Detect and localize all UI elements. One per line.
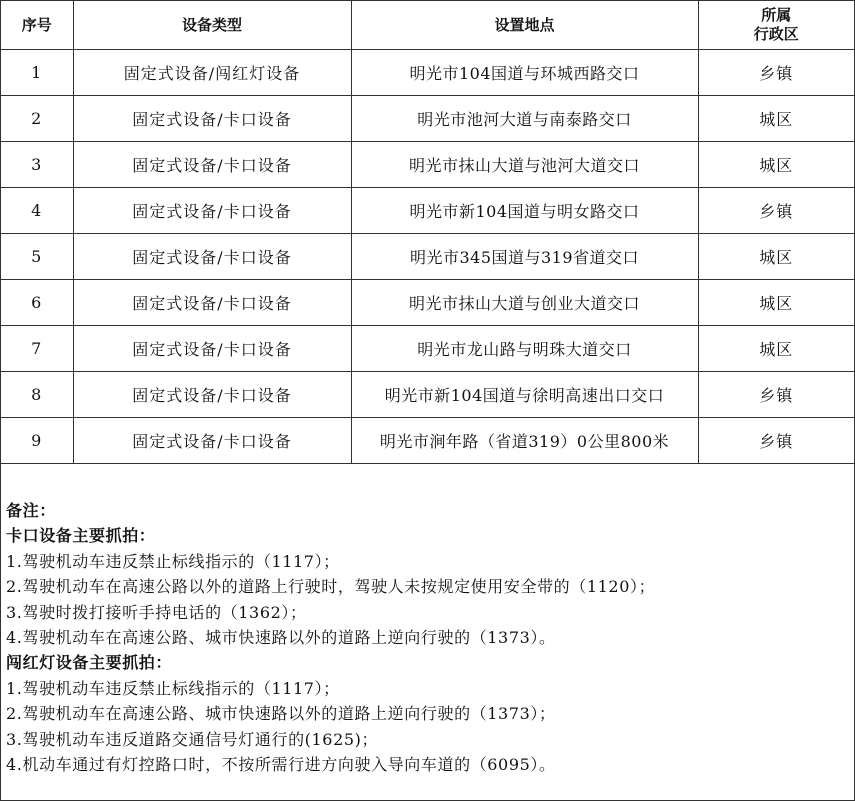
cell-district: 乡镇 xyxy=(698,372,854,418)
redlight-item: 1.驾驶机动车违反禁止标线指示的（1117）； xyxy=(6,678,340,698)
cell-district: 乡镇 xyxy=(698,418,854,464)
cell-index: 9 xyxy=(1,418,73,464)
cell-location: 明光市新104国道与徐明高速出口交口 xyxy=(351,372,698,418)
table-row xyxy=(1,280,854,326)
cell-index: 4 xyxy=(1,188,73,234)
cell-device-type: 固定式设备/卡口设备 xyxy=(73,96,351,142)
header-location: 设置地点 xyxy=(351,1,698,50)
cell-location: 明光市龙山路与明珠大道交口 xyxy=(351,326,698,372)
checkpoint-item: 4.驾驶机动车在高速公路、城市快速路以外的道路上逆向行驶的（1373）。 xyxy=(6,628,556,648)
checkpoint-item: 3.驾驶时拨打接听手持电话的（1362）； xyxy=(6,602,307,622)
table-header-row xyxy=(1,1,854,50)
cell-index: 5 xyxy=(1,234,73,280)
table-row xyxy=(1,234,854,280)
table-row xyxy=(1,326,854,372)
header-index: 序号 xyxy=(1,1,73,50)
cell-index: 6 xyxy=(1,280,73,326)
cell-index: 1 xyxy=(1,50,73,96)
cell-device-type: 固定式设备/卡口设备 xyxy=(73,142,351,188)
cell-location: 明光市345国道与319省道交口 xyxy=(351,234,698,280)
header-district-line1: 所属 xyxy=(761,6,792,24)
header-district-line2: 行政区 xyxy=(753,25,799,43)
cell-index: 2 xyxy=(1,96,73,142)
cell-location: 明光市抹山大道与创业大道交口 xyxy=(351,280,698,326)
checkpoint-item: 1.驾驶机动车违反禁止标线指示的（1117）； xyxy=(6,551,340,571)
cell-index: 7 xyxy=(1,326,73,372)
cell-district: 城区 xyxy=(698,96,854,142)
cell-location: 明光市新104国道与明女路交口 xyxy=(351,188,698,234)
table-row xyxy=(1,50,854,96)
cell-device-type: 固定式设备/卡口设备 xyxy=(73,280,351,326)
cell-district: 城区 xyxy=(698,280,854,326)
table-row xyxy=(1,188,854,234)
cell-device-type: 固定式设备/卡口设备 xyxy=(73,188,351,234)
cell-location: 明光市104国道与环城西路交口 xyxy=(351,50,698,96)
header-district xyxy=(698,1,854,50)
notes-section xyxy=(1,464,854,777)
redlight-item: 3.驾驶机动车违反道路交通信号灯通行的(1625)； xyxy=(6,729,379,749)
cell-district: 乡镇 xyxy=(698,50,854,96)
cell-district: 城区 xyxy=(698,234,854,280)
cell-location: 明光市涧年路（省道319）0公里800米 xyxy=(351,418,698,464)
table-row xyxy=(1,418,854,464)
redlight-item: 4.机动车通过有灯控路口时，不按所需行进方向驶入导向车道的（6095）。 xyxy=(6,755,556,775)
cell-index: 3 xyxy=(1,142,73,188)
checkpoint-item: 2.驾驶机动车在高速公路以外的道路上行驶时，驾驶人未按规定使用安全带的（1120）； xyxy=(6,577,656,597)
notes-title: 备注： xyxy=(6,501,56,520)
header-device-type: 设备类型 xyxy=(73,1,351,50)
cell-location: 明光市抹山大道与池河大道交口 xyxy=(351,142,698,188)
cell-location: 明光市池河大道与南泰路交口 xyxy=(351,96,698,142)
cell-device-type: 固定式设备/卡口设备 xyxy=(73,234,351,280)
table-row xyxy=(1,142,854,188)
cell-device-type: 固定式设备/闯红灯设备 xyxy=(73,50,351,96)
redlight-item: 2.驾驶机动车在高速公路、城市快速路以外的道路上逆向行驶的（1373）； xyxy=(6,704,556,724)
table-row xyxy=(1,96,854,142)
checkpoint-heading: 卡口设备主要抓拍： xyxy=(6,526,156,546)
cell-device-type: 固定式设备/卡口设备 xyxy=(73,418,351,464)
cell-index: 8 xyxy=(1,372,73,418)
redlight-heading: 闯红灯设备主要抓拍： xyxy=(6,653,173,673)
device-table xyxy=(1,1,854,464)
table-row xyxy=(1,372,854,418)
cell-device-type: 固定式设备/卡口设备 xyxy=(73,372,351,418)
cell-district: 城区 xyxy=(698,326,854,372)
cell-district: 乡镇 xyxy=(698,188,854,234)
cell-district: 城区 xyxy=(698,142,854,188)
cell-device-type: 固定式设备/卡口设备 xyxy=(73,326,351,372)
